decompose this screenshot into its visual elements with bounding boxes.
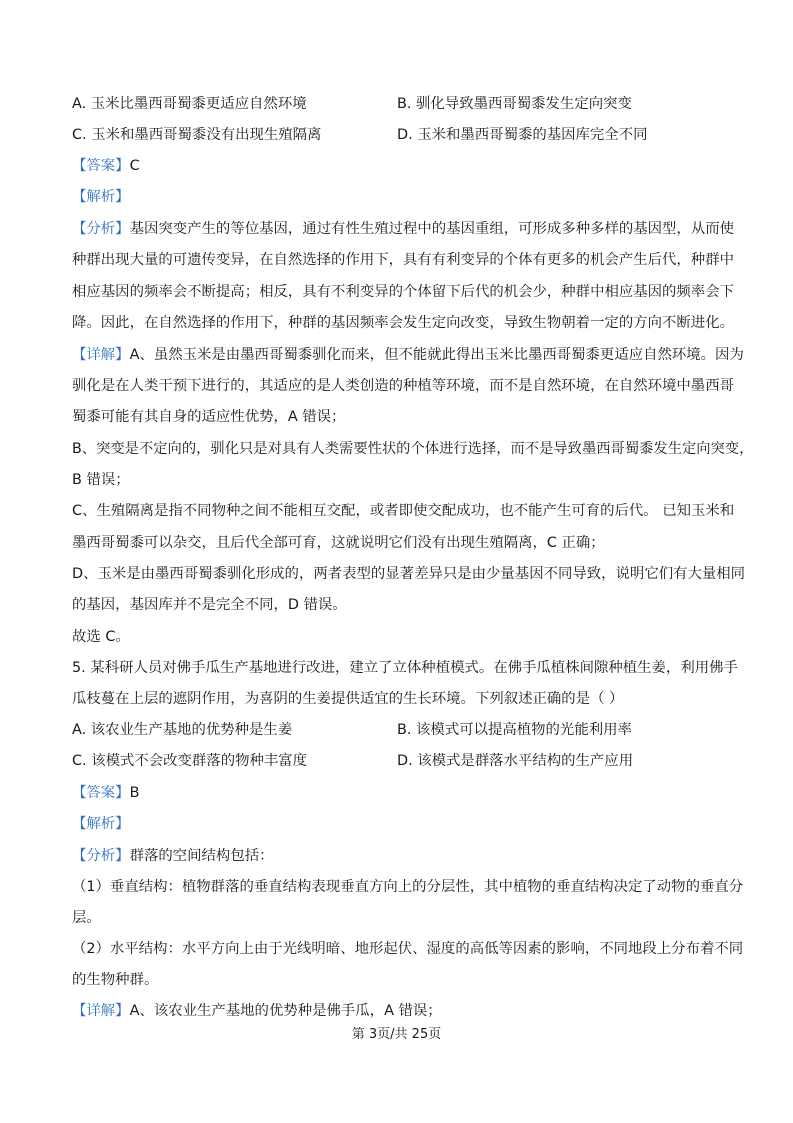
q5-answer [72,783,139,803]
q4-detail-line [72,345,744,365]
q4-detail-line: 墨西哥蜀黍可以杂交，且后代全部可育，这就说明它们没有出现生殖隔离，C 正确； [72,535,605,551]
q4-detail-line: D、玉米是由墨西哥蜀黍驯化形成的，两者表型的显著差异只是由少量基因不同导致，说明它们有大量相同 [72,566,746,582]
analysis-tag: 【分析】 [72,848,130,864]
q5-vertical-line: 层。 [72,910,101,926]
q5-detail-line [72,1001,442,1021]
q5-option-d: D. 该模式是群落水平结构的生产应用 [397,753,634,769]
detail-tag: 【详解】 [72,347,130,363]
q4-conclusion: 故选 C。 [72,629,130,645]
q4-detail-line: B 错误； [72,472,130,488]
q5-option-a: A. 该农业生产基地的优势种是生姜 [72,722,293,738]
q4-option-b: B. 驯化导致墨西哥蜀黍发生定向突变 [397,96,632,112]
answer-tag: 【答案】 [72,785,130,801]
q5-explain-heading [72,814,130,834]
q5-analysis-line [72,846,274,866]
q4-analysis-line: 相应基因的频率会不断提高；相反，具有不利变异的个体留下后代的机会少，种群中相应基因的频率会下 [72,284,734,300]
q4-option-a: A. 玉米比墨西哥蜀黍更适应自然环境 [72,96,307,112]
explain-tag: 【解析】 [72,189,130,205]
q5-horizontal-line: 的生物种群。 [72,972,159,988]
q4-analysis-line: 种群出现大量的可遗传变异，在自然选择的作用下，具有有利变异的个体有更多的机会产生后代，种群中 [72,252,734,268]
q4-detail-line: 驯化是在人类干预下进行的，其适应的是人类创造的种植等环境，而不是自然环境，在自然环境中墨西哥 [72,378,734,394]
q5-stem-line: 5. 某科研人员对佛手瓜生产基地进行改进，建立了立体种植模式。在佛手瓜植株间隙种植生姜，利用佛手 [72,660,738,676]
q5-option-b: B. 该模式可以提高植物的光能利用率 [397,722,632,738]
analysis-text: 群落的空间结构包括： [129,848,274,864]
q5-stem-line: 瓜枝蔓在上层的遮阴作用，为喜阴的生姜提供适宜的生长环境。下列叙述正确的是（ ） [72,691,624,707]
q4-analysis-line [72,219,734,239]
q4-detail-line: 蜀黍可能有其自身的适应性优势，A 错误； [72,409,346,425]
q4-detail-line: C、生殖隔离是指不同物种之间不能相互交配，或者即使交配成功，也不能产生可育的后代。 已知玉米和 [72,503,735,519]
detail-text: A、虽然玉米是由墨西哥蜀黍驯化而来，但不能就此得出玉米比墨西哥蜀黍更适应自然环境。因为 [129,347,744,363]
q4-detail-line: 的基因，基因库并不是完全不同，D 错误。 [72,597,347,613]
q4-option-c: C. 玉米和墨西哥蜀黍没有出现生殖隔离 [72,127,322,143]
analysis-text: 基因突变产生的等位基因，通过有性生殖过程中的基因重组，可形成多种多样的基因型，从而使 [129,221,734,237]
answer-value: C [129,158,140,174]
explain-tag: 【解析】 [72,816,130,832]
q4-explain-heading [72,187,130,207]
q5-option-c: C. 该模式不会改变群落的物种丰富度 [72,753,308,769]
q4-analysis-line: 降。因此，在自然选择的作用下，种群的基因频率会发生定向改变，导致生物朝着一定的方向不断进化。 [72,315,734,331]
analysis-tag: 【分析】 [72,221,130,237]
q5-horizontal-line: （2）水平结构：水平方向上由于光线明暗、地形起伏、湿度的高低等因素的影响，不同地段上分布着不同 [72,941,744,957]
answer-value: B [129,785,140,801]
page-footer: 第 3页/共 25页 [351,1027,442,1042]
detail-tag: 【详解】 [72,1003,130,1019]
q4-detail-line: B、突变是不定向的，驯化只是对具有人类需要性状的个体进行选择，而不是导致墨西哥蜀黍发生定向突变， [72,441,754,457]
q5-vertical-line: （1）垂直结构：植物群落的垂直结构表现垂直方向上的分层性，其中植物的垂直结构决定了动物的垂直分 [72,879,744,895]
answer-tag: 【答案】 [72,158,130,174]
detail-text: A、该农业生产基地的优势种是佛手瓜，A 错误； [129,1003,442,1019]
q4-answer [72,156,140,176]
q4-option-d: D. 玉米和墨西哥蜀黍的基因库完全不同 [397,127,648,143]
